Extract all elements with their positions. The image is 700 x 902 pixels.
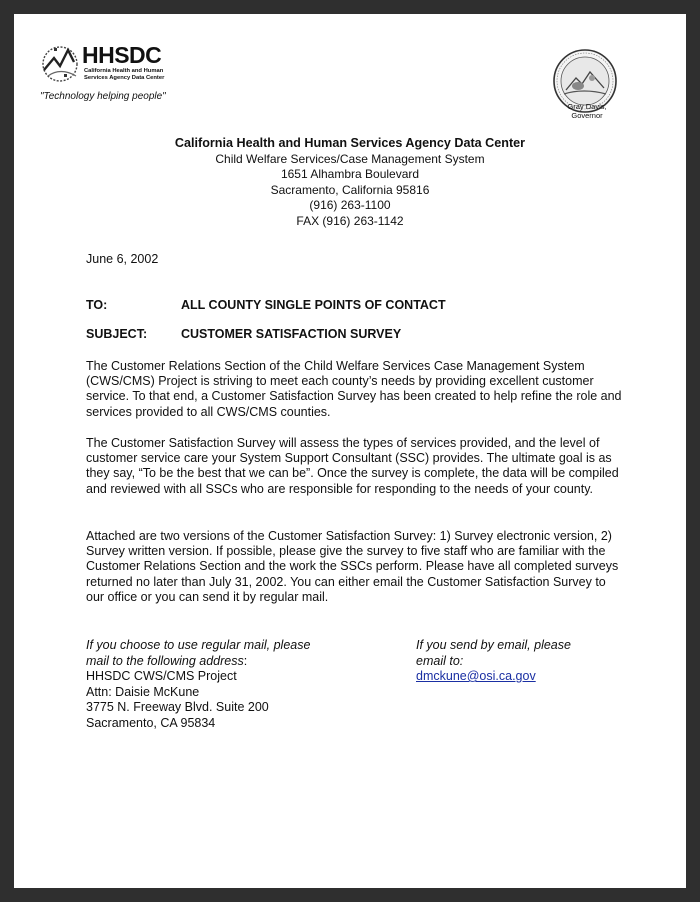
org-system: Child Welfare Services/Case Management System (215, 151, 485, 166)
to-label: TO: (86, 298, 108, 312)
letter-date: June 6, 2002 (86, 252, 159, 266)
body-paragraph-2: The Customer Satisfaction Survey will assess the types of services provided, and the level of customer service care your System Support Consultant (SSC) provides. The ultimate goal is as they say, “To be the best that we can be”. Once the survey is complete, the data will be compiled and reviewed with all SSCs who are responsible for responding to the needs of your county. (86, 436, 619, 496)
org-city: Sacramento, California 95816 (270, 182, 430, 197)
logo-subtitle (84, 68, 194, 82)
logo-wordmark: HHSDC (82, 42, 162, 68)
mail-intro-line1: If you choose to use regular mail, please (86, 638, 311, 652)
organization-header (14, 136, 686, 229)
org-fax: FAX (916) 263-1142 (296, 213, 404, 228)
body-paragraph-1: The Customer Relations Section of the Child Welfare Services Case Management System (CWS/CMS) Project is striving to meet each county’s needs by providing excellent customer service. To that end, a Customer Satisfaction Survey has been created to help refine the role and services provided to all CWS/CMS counties. (86, 359, 622, 419)
address-line-1: HHSDC CWS/CMS Project (86, 669, 237, 683)
to-value: ALL COUNTY SINGLE POINTS OF CONTACT (181, 298, 446, 312)
hhsdc-logo (40, 40, 180, 96)
letter-page (14, 14, 686, 888)
address-line-3: 3775 N. Freeway Blvd. Suite 200 (86, 700, 269, 714)
address-line-4: Sacramento, CA 95834 (86, 715, 216, 730)
email-intro-line1: If you send by email, please (416, 638, 571, 652)
mail-intro-colon: : (243, 653, 248, 668)
subject-label: SUBJECT: (86, 327, 148, 341)
logo-subtitle-line1: California Health and Human (84, 68, 164, 74)
subject-line (86, 327, 401, 341)
org-name: California Health and Human Services Agency Data Center (174, 136, 526, 150)
org-phone: (916) 263-1100 (309, 198, 391, 212)
subject-value: CUSTOMER SATISFACTION SURVEY (181, 327, 402, 341)
email-intro-line2: email to: (416, 653, 464, 668)
org-street: 1651 Alhambra Boulevard (280, 167, 420, 181)
address-line-2: Attn: Daisie McKune (86, 684, 200, 699)
email-link[interactable]: dmckune@osi.ca.gov (416, 669, 536, 683)
logo-subtitle-line2: Services Agency Data Center (84, 75, 165, 81)
tagline: "Technology helping people" (40, 91, 166, 102)
email-instructions (416, 638, 636, 685)
governor-name: Gray Davis, (567, 102, 607, 111)
mail-intro-line2: mail to the following address (86, 653, 244, 668)
mail-instructions (86, 638, 386, 731)
governor-block (552, 102, 622, 120)
to-line (86, 298, 446, 312)
logo-emblem-icon (40, 40, 84, 92)
governor-title: Governor (571, 111, 603, 120)
body-paragraph-3: Attached are two versions of the Customer Satisfaction Survey: 1) Survey electronic version, 2) Survey written version. If possible, please give the survey to five staff who are familiar with the Customer Relations Section and the work the SSCs perform. Please have all completed surveys returned no later than July 31, 2002. You can either email the Customer Satisfaction Survey to our office or you can send it by regular mail. (86, 529, 619, 604)
document-frame (14, 14, 686, 888)
